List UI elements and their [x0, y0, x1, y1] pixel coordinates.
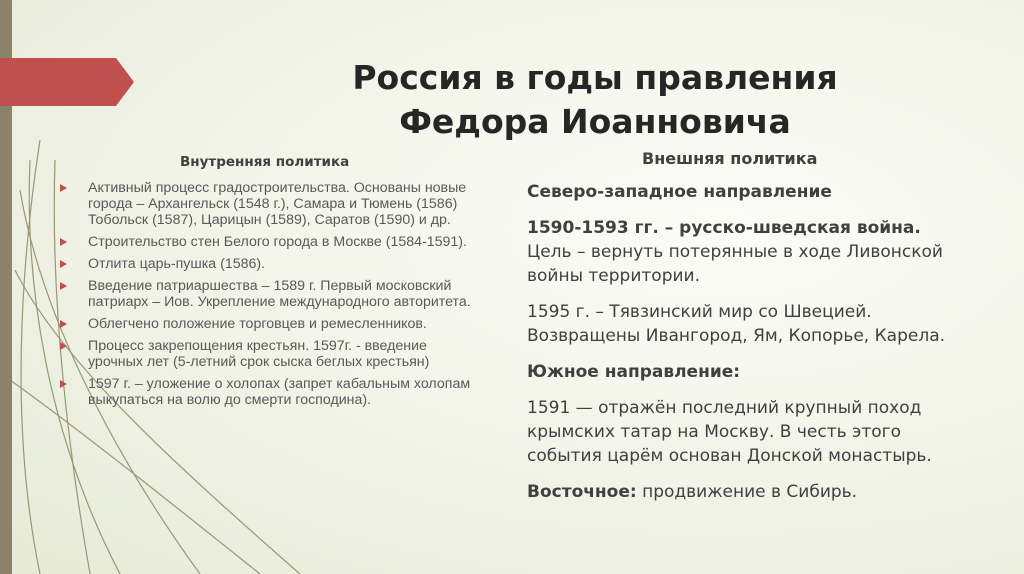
- bullet-arrow-icon: [60, 380, 67, 388]
- slide-title: [275, 56, 915, 144]
- list-item: [60, 316, 480, 332]
- external-policy-heading: Внешняя политика: [642, 149, 818, 168]
- bullet-arrow-icon: [60, 260, 67, 268]
- list-item-text: Активный процесс градостроительства. Основаны новые города – Архангельск (1548 г.), Самара и Тюмень (1586) Тобольск (1587), Царицын (1589), Саратов (1590) и др.: [88, 180, 467, 228]
- war-paragraph: [527, 216, 967, 288]
- list-item: [60, 376, 480, 408]
- list-item-text: 1597 г. – уложение о холопах (запрет кабальным холопам выкупаться на волю до смерти господина).: [88, 376, 471, 408]
- title-accent-arrow: [0, 58, 134, 106]
- internal-policy-heading: Внутренняя политика: [180, 154, 350, 170]
- list-item-text: Строительство стен Белого города в Москве (1584-1591).: [88, 234, 467, 250]
- list-item: [60, 256, 480, 272]
- external-policy-block: [527, 180, 967, 516]
- northwest-heading: Северо-западное направление: [527, 182, 832, 202]
- list-item-text: Введение патриаршества – 1589 г. Первый московский патриарх – Иов. Укрепление международного авторитета.: [88, 278, 471, 310]
- east-paragraph: [527, 480, 967, 504]
- bullet-arrow-icon: [60, 238, 67, 246]
- list-item-text: Процесс закрепощения крестьян. 1597г. - введение урочных лет (5-летний срок сыска беглых крестьян): [88, 338, 430, 370]
- title-line-1: Россия в годы правления: [352, 58, 838, 97]
- internal-policy-list: [60, 180, 480, 414]
- bullet-arrow-icon: [60, 184, 67, 192]
- list-item: [60, 234, 480, 250]
- east-label: Восточное:: [527, 482, 637, 502]
- war-goal: Цель – вернуть потерянные в ходе Ливонской войны территории.: [527, 242, 943, 286]
- bullet-arrow-icon: [60, 342, 67, 350]
- list-item: [60, 338, 480, 370]
- bullet-arrow-icon: [60, 320, 67, 328]
- war-dates: 1590-1593 гг. – русско-шведская война.: [527, 218, 921, 238]
- east-text: продвижение в Сибирь.: [636, 482, 858, 502]
- list-item-text: Отлита царь-пушка (1586).: [88, 256, 266, 272]
- list-item: [60, 180, 480, 228]
- list-item: [60, 278, 480, 310]
- south-paragraph: 1591 — отражён последний крупный поход крымских татар на Москву. В честь этого события царём основан Донской монастырь.: [527, 398, 932, 466]
- title-line-2: Федора Иоанновича: [399, 102, 791, 141]
- south-heading: Южное направление:: [527, 362, 741, 382]
- bullet-arrow-icon: [60, 282, 67, 290]
- list-item-text: Облегчено положение торговцев и ремесленников.: [88, 316, 427, 332]
- peace-paragraph: 1595 г. – Тявзинский мир со Швецией. Возвращены Ивангород, Ям, Копорье, Карела.: [527, 302, 946, 346]
